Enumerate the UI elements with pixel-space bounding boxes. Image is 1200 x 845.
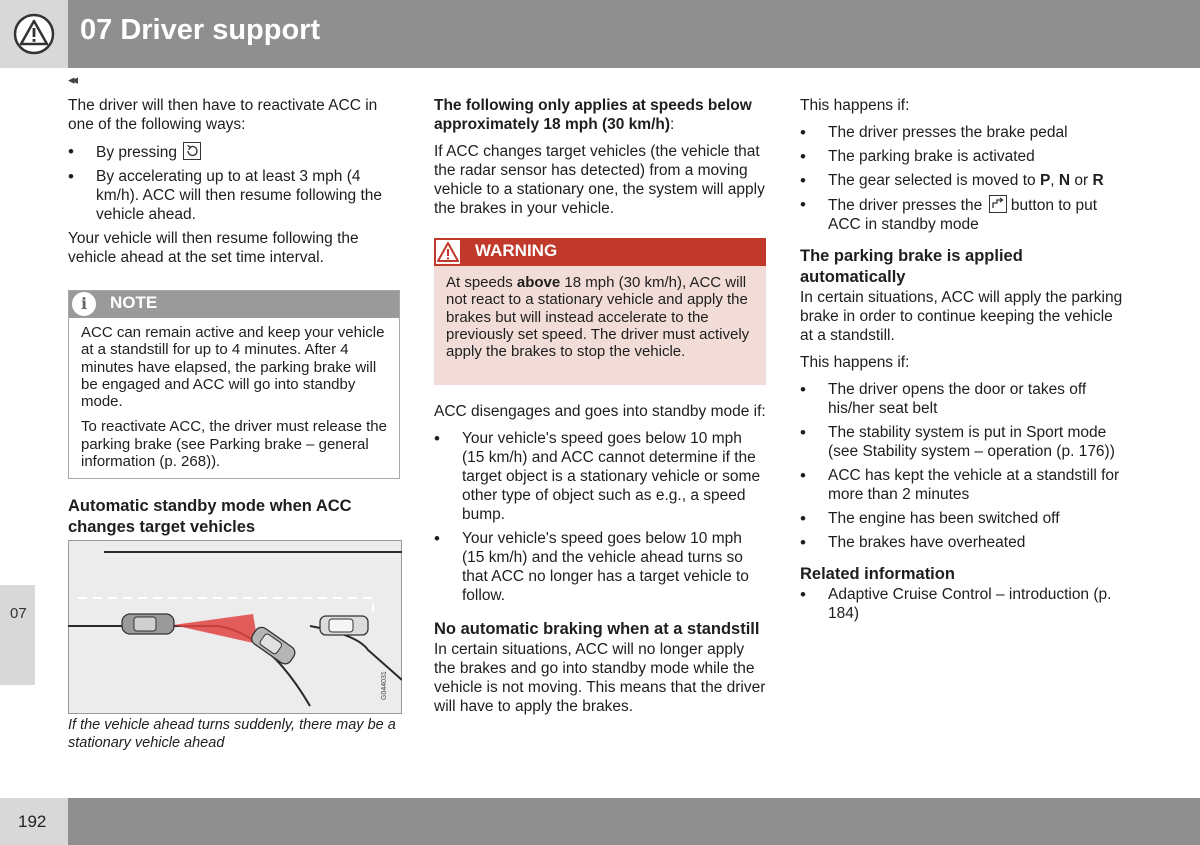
- col2-paragraph: In certain situations, ACC will no longer apply the brakes and go into standby mode while the vehicle is not moving. This means that the driver will have to apply the brakes.: [434, 641, 766, 715]
- list-text: button to put ACC in standby mode: [828, 197, 1098, 233]
- list-text: or: [1070, 172, 1093, 189]
- col1-bullet1-text: By pressing: [96, 144, 177, 161]
- section-heading: The parking brake is applied automatically: [800, 247, 1023, 286]
- col2-paragraph: ACC disengages and goes into standby mode if:: [434, 403, 766, 420]
- list-text: The driver presses the: [828, 197, 983, 214]
- column-2-lower: [434, 402, 766, 724]
- warning-triangle-icon: [0, 0, 68, 68]
- column-2: [434, 96, 766, 226]
- figure-code: G044031: [381, 671, 388, 700]
- list-item: • Your vehicle's speed goes below 10 mph (15 km/h) and ACC cannot determine if the target object is a stationary vehicle or some other type of object such as e.g., a speed bump.: [434, 429, 766, 524]
- warning-body: [446, 274, 758, 360]
- col1-outro: Your vehicle will then resume following the vehicle ahead at the set time interval.: [68, 230, 359, 266]
- chapter-title: 07 Driver support: [80, 14, 321, 46]
- info-icon: i: [72, 292, 96, 316]
- col3-intro: This happens if:: [800, 354, 910, 371]
- list-item: • By accelerating up to at least 3 mph (4 km/h). ACC will then resume following the vehicle ahead.: [68, 167, 400, 224]
- traffic-scene-image: [68, 540, 402, 714]
- list-item: [800, 171, 1130, 190]
- note-paragraph: ACC can remain active and keep your vehicle at a standstill for up to 4 minutes. After 4 minutes have elapsed, the parking brake will be engaged and ACC will go into standby mode.: [81, 324, 385, 411]
- list-item: • The parking brake is activated: [800, 147, 1130, 166]
- gear-n: N: [1058, 172, 1071, 189]
- list-text: The gear selected is moved to: [828, 172, 1040, 189]
- col3-paragraph: In certain situations, ACC will apply the parking brake in order to continue keeping the vehicle at a standstill.: [800, 289, 1123, 344]
- column-3: [800, 96, 1130, 628]
- figure-caption: If the vehicle ahead turns suddenly, there may be a stationary vehicle ahead: [68, 717, 396, 751]
- list-item: • The engine has been switched off: [800, 509, 1130, 528]
- list-item: • The brakes have overheated: [800, 533, 1130, 552]
- note-body: [81, 324, 393, 478]
- warning-icon: [436, 240, 460, 264]
- warning-label: WARNING: [475, 241, 558, 260]
- warning-emphasis: above: [516, 274, 561, 291]
- list-item: • ACC has kept the vehicle at a standstill for more than 2 minutes: [800, 466, 1130, 504]
- list-item: • The stability system is put in Sport mode (see Stability system – operation (p. 176)): [800, 423, 1130, 461]
- col1-intro: The driver will then have to reactivate ACC in one of the following ways:: [68, 97, 378, 133]
- related-heading: Related information: [800, 565, 955, 583]
- list-item: [68, 142, 400, 162]
- col2-lead-bold: The following only applies at speeds below approximately 18 mph (30 km/h): [434, 97, 752, 133]
- warning-text: 18 mph (30 km/h), ACC will not react to a stationary vehicle and apply the brakes but will instead accelerate to the previously set speed. The driver must actively apply the brakes to stop the vehicle.: [446, 274, 750, 361]
- page-number: 192: [18, 812, 47, 831]
- col3-intro: This happens if:: [800, 97, 910, 114]
- back-arrows-icon[interactable]: ◂◂: [68, 72, 76, 87]
- resume-button-icon: [183, 142, 201, 160]
- note-paragraph: To reactivate ACC, the driver must release the parking brake (see Parking brake – general information (p. 268)).: [81, 418, 387, 471]
- side-tab-label: 07: [10, 605, 27, 622]
- list-text: ,: [1050, 172, 1059, 189]
- header-icon-area: [0, 0, 68, 68]
- traffic-illustration: [68, 540, 402, 714]
- related-link[interactable]: • Adaptive Cruise Control – introduction (p. 184): [800, 585, 1130, 623]
- stationary-car-icon: [320, 616, 368, 635]
- list-item: • The driver presses the brake pedal: [800, 123, 1130, 142]
- footer-bar: [68, 798, 1200, 845]
- own-car-icon: [122, 614, 174, 634]
- col1-section: [68, 496, 400, 538]
- section-heading: Automatic standby mode when ACC changes target vehicles: [68, 497, 352, 536]
- chapter-side-tab: [0, 585, 35, 685]
- note-label: NOTE: [110, 293, 158, 312]
- col2-paragraph: If ACC changes target vehicles (the vehicle that the radar sensor has detected) from a moving vehicle to a stationary one, the system will apply the brakes in your vehicle.: [434, 143, 765, 217]
- col2-lead-colon: :: [670, 116, 675, 133]
- list-item: • The driver opens the door or takes off his/her seat belt: [800, 380, 1130, 418]
- standby-button-icon: [989, 195, 1007, 213]
- list-item: [800, 195, 1130, 234]
- column-1: [68, 96, 400, 275]
- warning-text: At speeds: [446, 274, 517, 291]
- section-heading: No automatic braking when at a standstill: [434, 620, 760, 638]
- list-item: • Your vehicle's speed goes below 10 mph (15 km/h) and the vehicle ahead turns so that ACC no longer has a target vehicle to follow.: [434, 529, 766, 605]
- gear-r: R: [1092, 172, 1104, 189]
- gear-p: P: [1039, 172, 1051, 189]
